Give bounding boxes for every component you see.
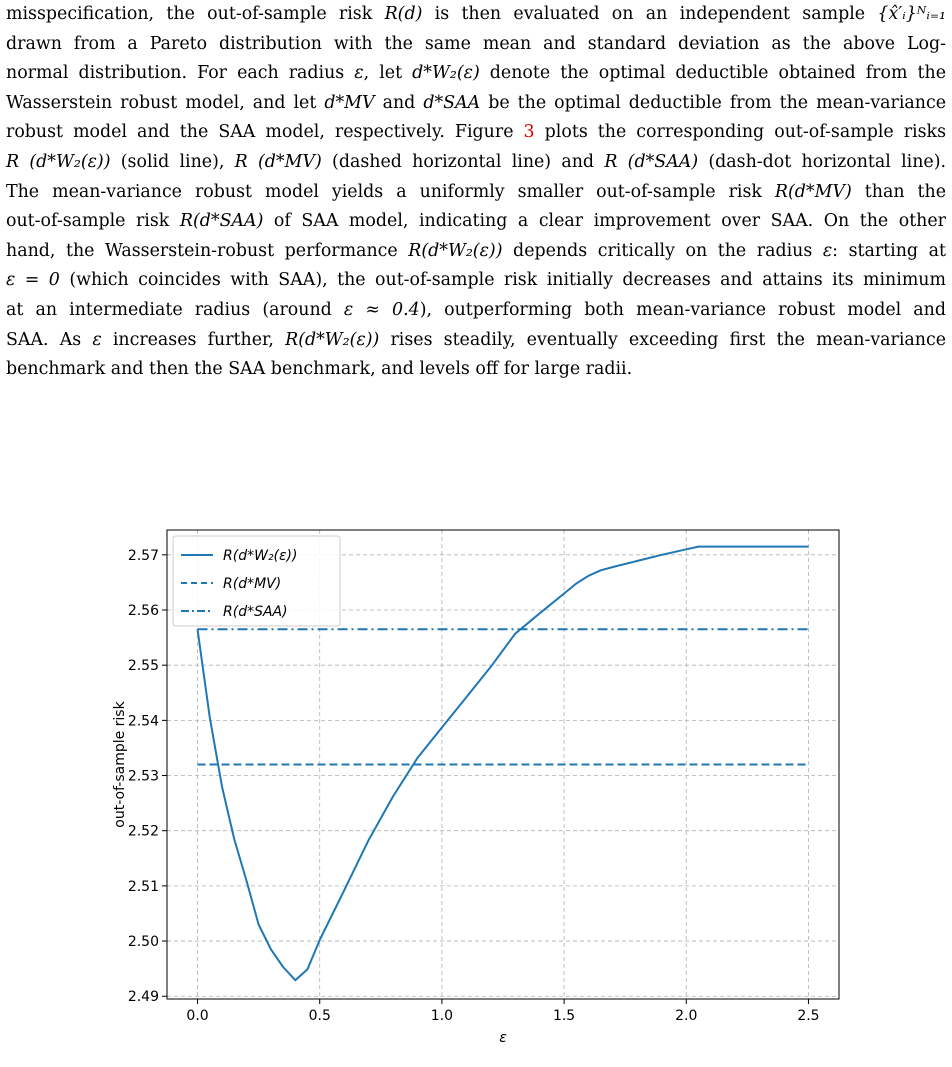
text-line: [6, 296, 946, 326]
x-tick-label: 2.5: [797, 1008, 820, 1024]
y-tick-label: 2.53: [127, 768, 159, 785]
text-line: [6, 59, 946, 89]
x-tick-label: 2.0: [675, 1008, 698, 1024]
math-expression: {x̂′ᵢ}ᴺᵢ₌₁: [877, 4, 946, 24]
math-expression: R(d): [384, 4, 423, 24]
math-expression: R(d*W₂(ε)): [408, 240, 503, 261]
math-expression: R (d*MV): [234, 151, 322, 172]
text-run: (solid line),: [110, 151, 235, 172]
text-line: [6, 207, 946, 237]
math-expression: d*SAA: [423, 92, 481, 113]
math-expression: d*MV: [324, 92, 375, 113]
y-tick-label: 2.51: [127, 878, 159, 895]
y-tick-label: 2.52: [127, 823, 159, 840]
text-run: (dashed horizontal line) and: [321, 151, 605, 172]
math-expression: ε: [822, 240, 833, 261]
text-run: misspecification, the out-of-sample risk: [6, 4, 385, 24]
text-run: Wasserstein robust model, and let: [6, 92, 325, 113]
risk-line-chart: [0, 508, 952, 1062]
text-run: depends critically on the radius: [502, 240, 823, 261]
figure-reference-link[interactable]: 3: [523, 122, 535, 143]
x-tick-label: 0.0: [186, 1008, 209, 1024]
math-expression: ε: [354, 63, 364, 84]
text-run: , let: [363, 63, 413, 84]
text-line: [6, 89, 946, 119]
text-run: ), outperforming both mean-variance robust model and: [419, 299, 946, 320]
text-run: (which coincides with SAA), the out-of-sample risk initially decreases and attains its minimum: [59, 270, 946, 291]
math-expression: ε = 0: [6, 270, 60, 291]
text-run: and: [374, 92, 424, 113]
text-run: benchmark and then the SAA benchmark, and levels off for large radii.: [6, 359, 633, 380]
text-run: be the optimal deductible from the mean-variance: [480, 92, 946, 113]
text-run: rises steadily, eventually exceeding first the mean-variance: [379, 329, 946, 350]
math-expression: R(d*MV): [774, 181, 852, 202]
x-tick-label: 1.5: [552, 1008, 576, 1024]
math-expression: ε ≈ 0.4: [343, 299, 420, 320]
text-run: drawn from a Pareto distribution with the same mean and standard deviation as the above Log-: [6, 33, 946, 54]
paper-paragraph: [6, 0, 946, 385]
text-run: of SAA model, indicating a clear improvement over SAA. On the other: [263, 211, 946, 232]
y-axis-ticks: [128, 548, 167, 1005]
text-line: [6, 326, 946, 356]
y-tick-label: 2.54: [127, 713, 159, 730]
x-tick-label: 0.5: [308, 1008, 331, 1024]
math-expression: ε: [92, 329, 102, 350]
text-run: The mean-variance robust model yields a uniformly smaller out-of-sample risk: [6, 181, 775, 202]
text-run: denote the optimal deductible obtained from the: [479, 63, 946, 84]
text-run: plots the corresponding out-of-sample risks: [534, 122, 947, 143]
text-line: [6, 148, 946, 178]
y-tick-label: 2.57: [127, 547, 159, 564]
legend: [173, 536, 340, 626]
text-line: [6, 266, 946, 296]
legend-label: R(d*SAA): [223, 604, 288, 620]
math-expression: R(d*SAA): [179, 211, 264, 232]
legend-label: R(d*W₂(ε)): [223, 548, 298, 564]
x-axis-label: ε: [499, 1030, 507, 1046]
text-line: [6, 0, 946, 30]
text-line: [6, 355, 946, 385]
math-expression: R (d*W₂(ε)): [6, 151, 111, 172]
text-run: is then evaluated on an independent sample: [422, 4, 878, 24]
text-run: (dash-dot horizontal line).: [698, 151, 947, 172]
risk-chart: [0, 508, 952, 1062]
text-line: [6, 30, 946, 60]
text-run: at an intermediate radius (around: [6, 299, 344, 320]
math-expression: d*W₂(ε): [412, 63, 480, 84]
y-axis-label: out-of-sample risk: [112, 701, 128, 828]
text-run: normal distribution. For each radius: [6, 63, 355, 84]
text-run: : starting at: [832, 240, 946, 261]
x-tick-label: 1.0: [430, 1008, 454, 1024]
text-run: increases further,: [101, 329, 286, 350]
text-line: [6, 118, 946, 148]
text-run: than the: [851, 181, 946, 202]
text-run: robust model and the SAA model, respectively. Figure: [6, 122, 524, 143]
text-run: out-of-sample risk: [6, 211, 180, 232]
text-run: hand, the Wasserstein-robust performance: [6, 240, 409, 261]
y-tick-label: 2.50: [127, 934, 159, 951]
y-tick-label: 2.49: [127, 989, 159, 1006]
text-line: [6, 237, 946, 267]
math-expression: R(d*W₂(ε)): [285, 329, 380, 350]
y-tick-label: 2.55: [127, 658, 159, 675]
text-run: SAA. As: [6, 329, 93, 350]
legend-label: R(d*MV): [223, 576, 282, 592]
x-axis-ticks: [186, 999, 819, 1024]
text-line: [6, 178, 946, 208]
math-expression: R (d*SAA): [604, 151, 699, 172]
y-tick-label: 2.56: [127, 603, 159, 620]
